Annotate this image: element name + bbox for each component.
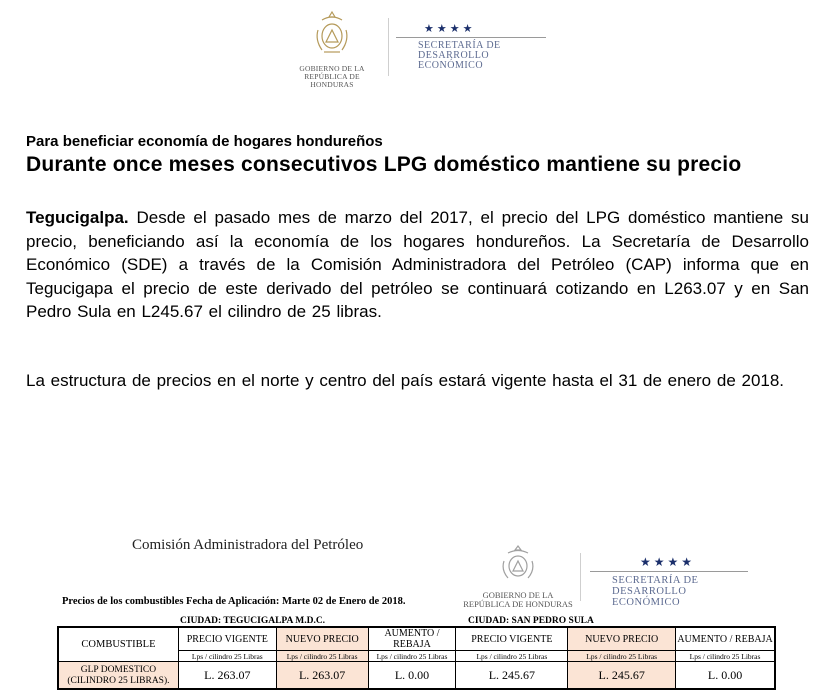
col-aumento-rebaja-sps: AUMENTO / REBAJA bbox=[676, 628, 775, 651]
price-sheet-title: Comisión Administradora del Petróleo bbox=[132, 537, 364, 553]
table-row bbox=[59, 662, 775, 690]
sde-logo-line2: DESARROLLO ECONÓMICO bbox=[418, 50, 490, 71]
unit-cell: Lps / cilindro 25 Libras bbox=[568, 651, 676, 662]
unit-cell: Lps / cilindro 25 Libras bbox=[456, 651, 568, 662]
col-nuevo-precio-sps: NUEVO PRECIO bbox=[568, 628, 676, 651]
logo-rule bbox=[590, 571, 748, 572]
nuevo-precio-tgu-value: L. 263.07 bbox=[276, 662, 368, 690]
precio-vigente-sps-value: L. 245.67 bbox=[456, 662, 568, 690]
price-sheet-sde-line2: DESARROLLO ECONÓMICO bbox=[612, 586, 687, 608]
coat-of-arms-icon bbox=[312, 8, 352, 60]
stars-icon: ★★★★ bbox=[424, 23, 476, 35]
price-date-line: Precios de los combustibles Fecha de Aplicación: Marte 02 de Enero de 2018. bbox=[62, 596, 406, 607]
paragraph-1-text: Desde el pasado mes de marzo del 2017, el precio del LPG doméstico mantiene su precio, beneficiando así la economía de los hogares hondureños. La Secretaría de Desarrollo Económico (SDE) a través de la Comisión Administradora del Petróleo (CAP) informa que en Tegucigapa el precio de este derivado del petróleo se continuará cotizando en L263.07 y en San Pedro Sula en L245.67 el cilindro de 25 libras. bbox=[26, 208, 809, 321]
row-label-line2: (CILINDRO 25 LIBRAS). bbox=[67, 675, 170, 686]
unit-cell: Lps / cilindro 25 Libras bbox=[368, 651, 456, 662]
government-logo-line1: GOBIERNO DE LA bbox=[299, 64, 365, 73]
city-tegucigalpa: CIUDAD: TEGUCIGALPA M.D.C. bbox=[180, 616, 326, 626]
price-sheet-gov-line1: GOBIERNO DE LA bbox=[482, 590, 554, 600]
aumento-rebaja-tgu-value: L. 0.00 bbox=[368, 662, 456, 690]
price-sheet-sde-line1: SECRETARÍA DE bbox=[612, 575, 699, 586]
article-paragraph-1 bbox=[26, 206, 809, 324]
row-label bbox=[59, 662, 179, 690]
col-nuevo-precio-tgu: NUEVO PRECIO bbox=[276, 628, 368, 651]
sde-logo-line1: SECRETARÍA DE bbox=[418, 40, 501, 51]
stars-icon: ★★★★ bbox=[640, 555, 696, 569]
aumento-rebaja-sps-value: L. 0.00 bbox=[676, 662, 775, 690]
nuevo-precio-sps-value: L. 245.67 bbox=[568, 662, 676, 690]
col-precio-vigente-sps: PRECIO VIGENTE bbox=[456, 628, 568, 651]
sde-logo bbox=[396, 22, 546, 71]
fuel-header: COMBUSTIBLE bbox=[59, 628, 179, 662]
government-logo-line2: REPÚBLICA DE HONDURAS bbox=[304, 72, 360, 89]
coat-of-arms-icon bbox=[498, 544, 538, 586]
government-logo bbox=[282, 8, 382, 89]
article-paragraph-2: La estructura de precios en el norte y centro del país estará vigente hasta el 31 de enero de 2018. bbox=[26, 371, 785, 390]
col-precio-vigente-tgu: PRECIO VIGENTE bbox=[178, 628, 276, 651]
unit-cell: Lps / cilindro 25 Libras bbox=[676, 651, 775, 662]
row-label-line1: GLP DOMESTICO bbox=[80, 664, 157, 675]
logo-rule bbox=[396, 37, 546, 38]
article-kicker: Para beneficiar economía de hogares hondureños bbox=[26, 133, 383, 150]
price-sheet-sde-logo bbox=[590, 555, 748, 608]
city-san-pedro-sula: CIUDAD: SAN PEDRO SULA bbox=[468, 616, 594, 626]
article-headline: Durante once meses consecutivos LPG doméstico mantiene su precio bbox=[26, 153, 742, 176]
logo-divider bbox=[388, 18, 389, 76]
table-header-row bbox=[59, 628, 775, 651]
price-table bbox=[58, 627, 775, 690]
dateline: Tegucigalpa. bbox=[26, 208, 129, 227]
price-sheet-gov-line2: REPÚBLICA DE HONDURAS bbox=[463, 599, 573, 609]
unit-cell: Lps / cilindro 25 Libras bbox=[178, 651, 276, 662]
col-aumento-rebaja-tgu: AUMENTO / REBAJA bbox=[368, 628, 456, 651]
precio-vigente-tgu-value: L. 263.07 bbox=[178, 662, 276, 690]
price-sheet-government-logo bbox=[462, 544, 574, 609]
unit-cell: Lps / cilindro 25 Libras bbox=[276, 651, 368, 662]
price-sheet-logo-divider bbox=[580, 553, 581, 601]
